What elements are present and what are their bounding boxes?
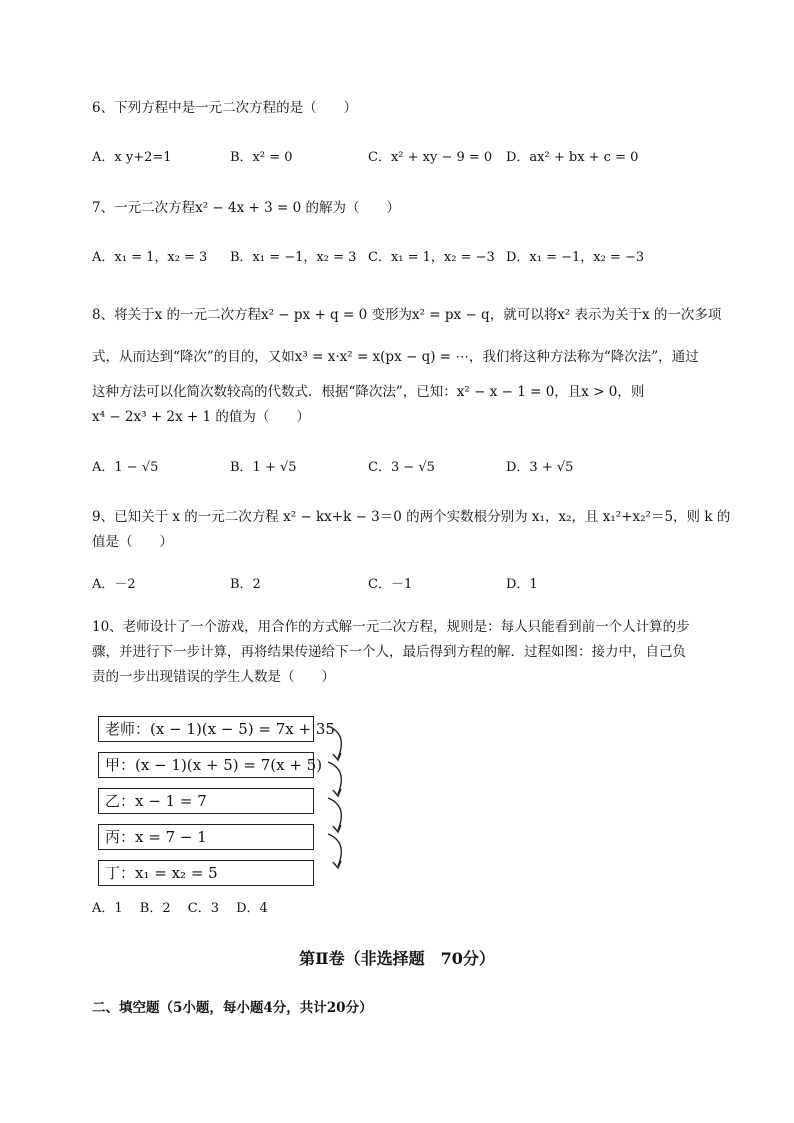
q6-option-a: A．x y+2=1: [92, 150, 172, 165]
q7-option-c: C．x₁ = 1，x₂ = −3: [368, 250, 495, 265]
relay-step-bing: 丙：x = 7 − 1: [98, 824, 314, 850]
q9-option-b: B．2: [230, 577, 261, 592]
curved-arrow-icon: [324, 724, 354, 764]
q7-stem: 7、一元二次方程x² − 4x + 3 = 0 的解为（ ）: [92, 200, 400, 216]
q9-option-c: C．－1: [368, 577, 413, 592]
q6-option-c: C．x² + xy − 9 = 0: [368, 150, 493, 165]
q7-option-b: B．x₁ = −1，x₂ = 3: [230, 250, 357, 265]
part-two-heading: 二、填空题（5小题，每小题4分，共计20分）: [92, 1000, 373, 1016]
relay-diagram: [98, 716, 358, 891]
q8-stem-line-3: 这种方法可以化简次数较高的代数式．根据“降次法”，已知：x² − x − 1 = 0，且x > 0，则: [92, 384, 645, 400]
curved-arrow-icon: [324, 832, 354, 872]
q9-option-d: D．1: [506, 577, 538, 592]
q10-options: A．1 B．2 C．3 D．4: [92, 901, 268, 916]
q8-stem-line-2: 式，从而达到“降次”的目的，又如x³ = x·x² = x(px − q) = ⋯，我们将这种方法称为“降次法”，通过: [92, 349, 699, 365]
relay-step-ding: 丁：x₁ = x₂ = 5: [98, 860, 314, 886]
q8-option-b: B．1 + √5: [230, 460, 297, 475]
q7-option-d: D．x₁ = −1，x₂ = −3: [506, 250, 645, 265]
q10-stem-line-3: 责的一步出现错误的学生人数是（ ）: [92, 669, 335, 685]
q6-stem: 6、下列方程中是一元二次方程的是（ ）: [92, 100, 358, 116]
q8-option-d: D．3 + √5: [506, 460, 574, 475]
curved-arrow-icon: [324, 796, 354, 836]
q9-stem-line-1: 9、已知关于 x 的一元二次方程 x² − kx+k − 3＝0 的两个实数根分别为 x₁，x₂，且 x₁²+x₂²＝5，则 k 的: [92, 509, 731, 525]
q8-stem-line-1: 8、将关于x 的一元二次方程x² − px + q = 0 变形为x² = px − q，就可以将x² 表示为关于x 的一次多项: [92, 307, 722, 323]
q9-stem-line-2: 值是（ ）: [92, 534, 173, 550]
curved-arrow-icon: [324, 760, 354, 800]
relay-step-teacher: 老师：(x − 1)(x − 5) = 7x + 35: [98, 716, 314, 742]
relay-step-jia: 甲：(x − 1)(x + 5) = 7(x + 5): [98, 752, 314, 778]
q10-stem-line-2: 骤，并进行下一步计算，再将结果传递给下一个人，最后得到方程的解．过程如图：接力中，自己负: [92, 644, 686, 660]
q8-option-c: C．3 − √5: [368, 460, 435, 475]
q9-option-a: A．－2: [92, 577, 136, 592]
q6-option-b: B．x² = 0: [230, 150, 293, 165]
q10-stem-line-1: 10、老师设计了一个游戏，用合作的方式解一元二次方程，规则是：每人只能看到前一个人计算的步: [92, 619, 690, 635]
q8-option-a: A．1 − √5: [92, 460, 159, 475]
section-title: 第Ⅱ卷（非选择题 70分）: [299, 949, 495, 968]
q7-option-a: A．x₁ = 1，x₂ = 3: [92, 250, 208, 265]
q6-option-d: D．ax² + bx + c = 0: [506, 150, 639, 165]
q8-stem-line-4: x⁴ − 2x³ + 2x + 1 的值为（ ）: [92, 409, 310, 425]
relay-step-yi: 乙：x − 1 = 7: [98, 788, 314, 814]
